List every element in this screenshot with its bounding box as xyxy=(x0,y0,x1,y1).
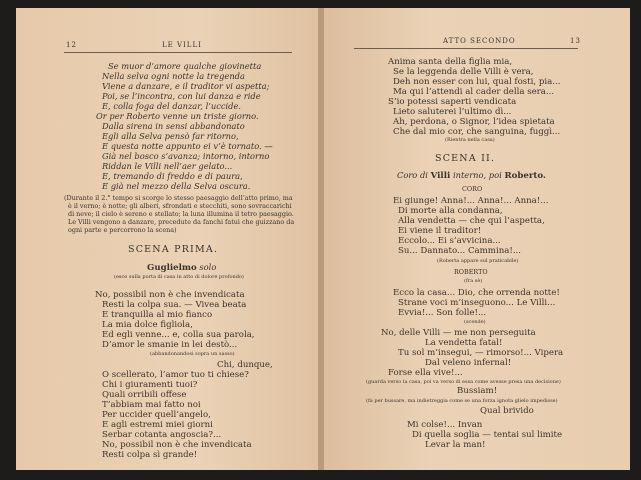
verse-line: Lieto saluterei l’ultimo dì... xyxy=(393,107,512,117)
stage-direction: (fa per bussare, ma indietreggia come se una forza ignota glielo impedisse) xyxy=(366,398,558,404)
verse-line: Quali orribili offese xyxy=(102,390,187,400)
italic-verse: Poi, se l’incontra, con lui danza e ride xyxy=(102,91,261,101)
verse-line: Anima santa della figlia mia, xyxy=(388,57,513,67)
verse-line: E tranquilla al mio fianco xyxy=(102,310,213,320)
verse-line: Ei viene il traditor! xyxy=(398,226,482,236)
italic-verse: Se muor d’amore qualche giovinetta xyxy=(108,61,262,71)
verse-line: Eccolo... Ei s’avvicina... xyxy=(398,236,501,246)
character-heading xyxy=(147,262,216,273)
scene-subtitle xyxy=(397,170,546,181)
italic-verse: Nella selva ogni notte la tregenda xyxy=(102,71,245,81)
verse-line: Chi, dunque, xyxy=(217,360,273,370)
verse-line: Resti colpa sì grande! xyxy=(102,450,198,460)
verse-line: Mi colse!... Invan xyxy=(407,420,483,430)
speaker-label: ROBERTO xyxy=(454,268,488,276)
verse-line: No, delle Villi — me non perseguita xyxy=(381,328,536,338)
verse-line: T’abbiam mai fatto noi xyxy=(102,400,201,410)
stage-direction: (guarda verso la casa, poi va verso di essa come avesse presa una decisione) xyxy=(366,379,561,385)
character-note: solo xyxy=(199,262,217,272)
verse-line: No, possibil non è che invendicata xyxy=(95,290,245,300)
italic-verse: E questa notte appunto ei v’è tornato. — xyxy=(102,141,273,151)
verse-line: Di morte alla condanna, xyxy=(398,206,503,216)
italic-verse: E già nel mezzo della Selva oscura. xyxy=(102,181,251,191)
verse-line: Se la leggenda delle Villi è vera, xyxy=(393,67,534,77)
italic-verse: Egli alla Selva pensò far ritorno, xyxy=(102,131,239,141)
scene-title: SCENA II. xyxy=(435,153,496,164)
stage-direction: (Rientra nella casa) xyxy=(445,137,495,143)
verse-line: Ecco la casa... Dio, che orrenda notte! xyxy=(393,288,560,298)
speaker-label: CORO xyxy=(462,185,483,193)
verse-line: La vendetta fatal! xyxy=(425,338,503,348)
verse-line: Qual brivido xyxy=(480,406,534,416)
verse-line: Resti la colpa sua. — Vivea beata xyxy=(102,300,247,310)
stage-direction-line: (Durante il 2.° tempo si scorge lo stesso paesaggio dell’atto primo, ma xyxy=(64,194,293,202)
italic-verse: E, tremando di freddo e di paura, xyxy=(102,171,243,181)
italic-verse: Già nel bosco s’avanza; intorno, intorno xyxy=(102,151,270,161)
scene-subtitle-mid: interno, poi xyxy=(452,170,502,180)
left-running-title: LE VILLI xyxy=(162,41,202,49)
left-header-rule xyxy=(64,52,292,53)
verse-line: Che dal mio cor, che sanguina, fuggì... xyxy=(393,127,561,137)
verse-line: S’io potessi saperti vendicata xyxy=(388,97,517,107)
verse-line: Di quella soglia — tentai sul limite xyxy=(412,430,563,440)
italic-verse: Viene a danzare, e il traditor vi aspetta; xyxy=(102,81,270,91)
verse-line: Tu sol m’insegui, — rimorso!... Vipera xyxy=(398,348,564,358)
verse-line: D’amor le smanie in lei destò... xyxy=(102,340,238,350)
right-page-number: 13 xyxy=(570,37,581,45)
verse-line: Strane voci m’inseguono... Le Villi... xyxy=(398,298,556,308)
verse-line: Bussiam! xyxy=(457,386,498,396)
italic-verse: Or per Roberto venne un triste giorno. xyxy=(96,111,259,121)
verse-line: O scellerato, l’amor tuo ti chiese? xyxy=(102,370,249,380)
verse-line: Ah, perdona, o Signor, l’idea spietata xyxy=(393,117,555,127)
italic-verse: Dalla sirena in sensi abbandonato xyxy=(102,121,245,131)
verse-line: E agli estremi miei giorni xyxy=(102,420,213,430)
verse-line: Ei giunge! Anna!... Anna!... Anna!... xyxy=(393,196,549,206)
verse-line: Ma qui l’attendi al cader della sera... xyxy=(393,87,555,97)
stage-direction: (abbandonandosi sopra un sasso) xyxy=(150,351,235,357)
verse-line: No, possibil non è che invendicata xyxy=(102,440,252,450)
italic-verse: E, colla foga del danzar, l’uccide. xyxy=(102,101,242,111)
verse-line: Per uccider quell’angelo, xyxy=(102,410,211,420)
verse-line: Levar la man! xyxy=(425,440,486,450)
verse-line: Serbar cotanta angoscia?... xyxy=(102,430,222,440)
right-header-rule xyxy=(354,48,578,49)
italic-verse: Riddan le Villi nell’aer gelato... xyxy=(102,161,233,171)
scene-title: SCENA PRIMA. xyxy=(128,244,219,255)
verse-line: Evvia!... Son folle!... xyxy=(398,308,487,318)
right-running-title: ATTO SECONDO xyxy=(443,37,516,45)
left-page-number: 12 xyxy=(66,41,77,49)
scene-subtitle-pre: Coro di xyxy=(397,170,428,180)
verse-line: Alla vendetta — che qui l’aspetta, xyxy=(398,216,545,226)
stage-direction: (scende) xyxy=(464,319,486,325)
stage-direction-line: ogni parte e percorrono la scena) xyxy=(68,226,177,234)
stage-direction: (fra sè) xyxy=(464,278,483,284)
scene-subtitle-villi: Villi xyxy=(430,171,451,181)
verse-line: Forse ella vive!... xyxy=(388,368,463,378)
verse-line: Su... Dannato... Cammina!... xyxy=(398,246,522,256)
character-name: Guglielmo xyxy=(147,263,197,273)
stage-direction-line: di neve; il cielo è sereno e stellato; la luna illumina il tetro paesaggio. xyxy=(68,210,294,218)
scene-subtitle-roberto: Roberto. xyxy=(504,171,546,181)
stage-direction-line: Le Villi vengono a danzare, precedute da fanchi fatui che guizzano da xyxy=(68,218,295,226)
verse-line: Chi i giuramenti tuoi? xyxy=(102,380,198,390)
verse-line: Deh non esser con lui, qual fosti, pia... xyxy=(393,77,561,87)
verse-line: Ed egli venne... e, colla sua parola, xyxy=(102,330,255,340)
verse-line: La mia dolce figliola, xyxy=(102,320,193,330)
stage-direction: (esce sulla porta di casa in atto di dolore profondo) xyxy=(114,274,244,280)
stage-direction-line: è il verno; è notte; gli alberi, sfrondati e stecchiti, sono sovraccarichi xyxy=(68,202,292,210)
verse-line: Dal veleno infernal! xyxy=(425,358,512,368)
stage-direction: (Roberta appare sul praticabile) xyxy=(437,258,519,264)
